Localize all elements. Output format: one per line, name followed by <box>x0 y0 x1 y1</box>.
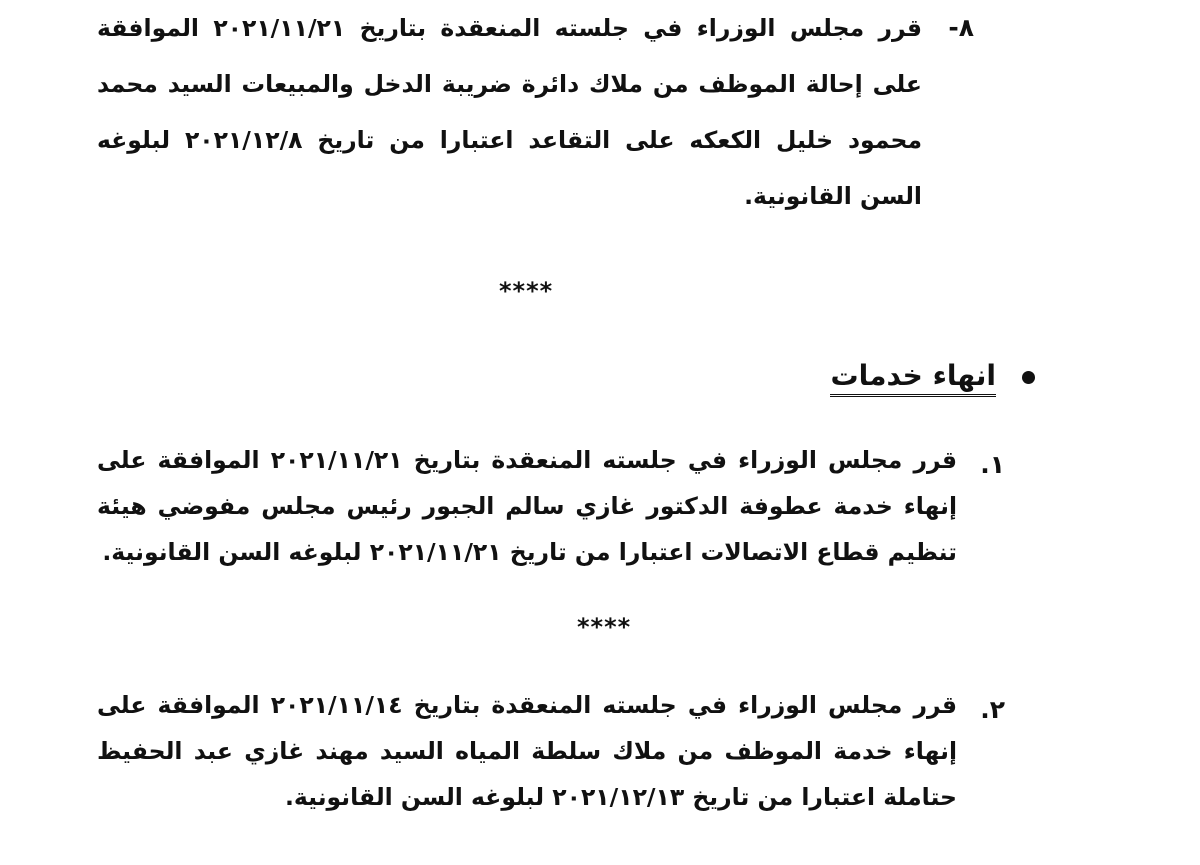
item-1-text: قرر مجلس الوزراء في جلسته المنعقدة بتاريخ ٢٠٢١/١١/٢١ الموافقة على إنهاء خدمة عطوفة الدكتور غازي سالم الجبور رئيس مجلس مفوضي هيئة تنظيم قطاع الاتصالات اعتبارا من تاريخ ٢٠٢١/١١/٢١ لبلوغه السن القانونية. <box>97 446 957 566</box>
bullet-icon <box>1022 371 1035 384</box>
section-heading <box>830 356 1035 396</box>
separator-stars: **** <box>577 613 632 641</box>
item-2-text: قرر مجلس الوزراء في جلسته المنعقدة بتاريخ ٢٠٢١/١١/١٤ الموافقة على إنهاء خدمة الموظف من ملاك سلطة المياه السيد مهند غازي عبد الحفيظ حتاملة اعتبارا من تاريخ ٢٠٢١/١٢/١٣ لبلوغه السن القانونية. <box>97 691 957 811</box>
item-8-number: ٨- <box>948 13 974 42</box>
item-8-text: قرر مجلس الوزراء في جلسته المنعقدة بتاريخ ٢٠٢١/١١/٢١ الموافقة على إحالة الموظف من ملاك دائرة ضريبة الدخل والمبيعات السيد محمد محمود خليل الكعكه على التقاعد اعتبارا من تاريخ ٢٠٢١/١٢/٨ لبلوغه السن القانونية. <box>97 14 923 210</box>
separator-stars: **** <box>499 277 554 305</box>
item-1-number: ١. <box>980 450 1005 479</box>
section-title: انهاء خدمات <box>830 359 996 397</box>
item-2-number: ٢. <box>980 695 1005 724</box>
